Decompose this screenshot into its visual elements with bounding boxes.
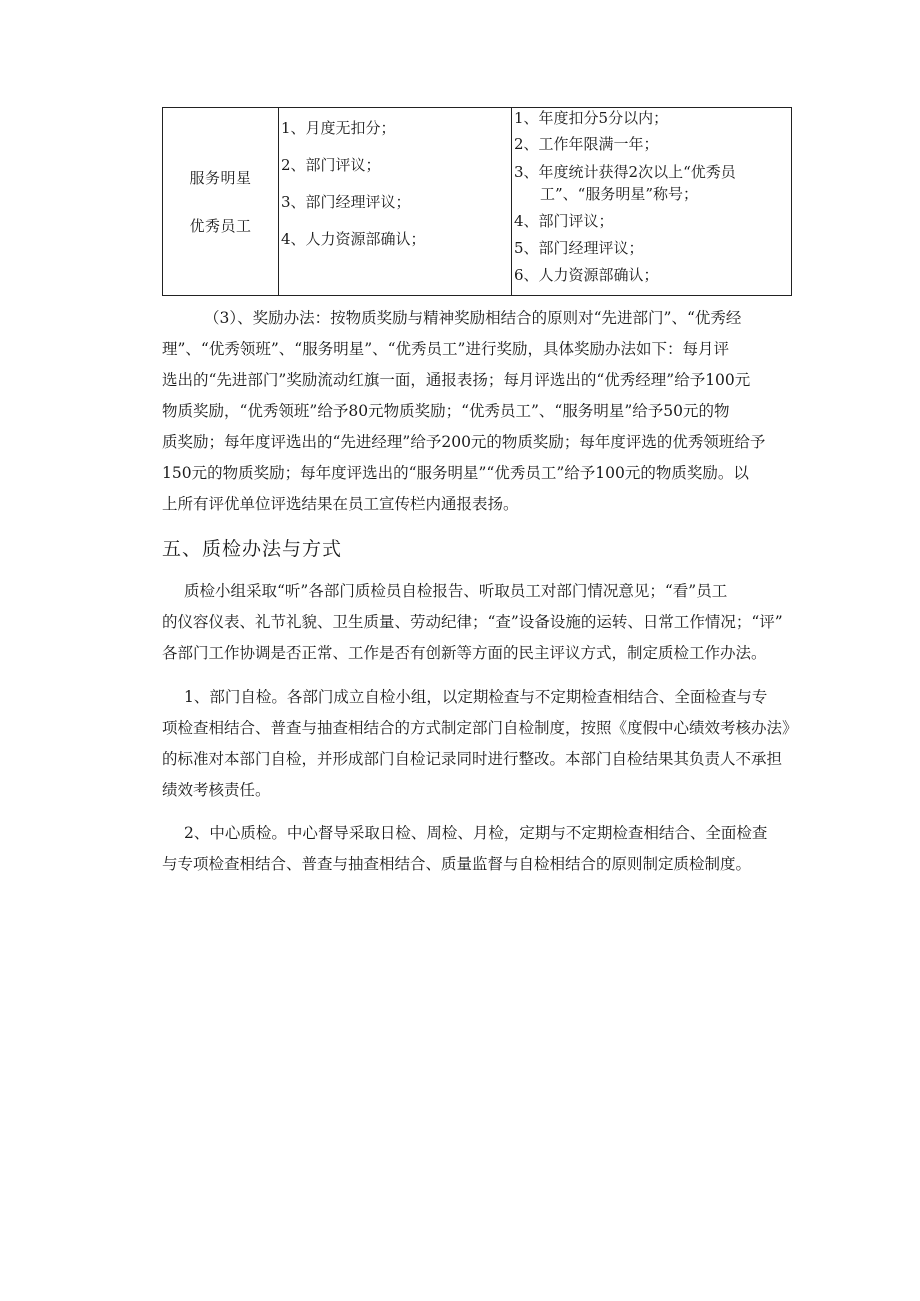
text-line: 质奖励；每年度评选出的“先进经理”给予200元的物质奖励；每年度评选的优秀领班给予 xyxy=(162,433,766,451)
criteria-item: 4、人力资源部确认； xyxy=(281,230,426,248)
text-line: 上所有评优单位评选结果在员工宣传栏内通报表扬。 xyxy=(162,495,519,513)
text-line: （3）、奖励办法：按物质奖励与精神奖励相结合的原则对“先进部门”、“优秀经 xyxy=(204,309,742,327)
text-line: 150元的物质奖励；每年度评选出的“服务明星”“优秀员工”给予100元的物质奖励。以 xyxy=(162,464,749,482)
table-row xyxy=(163,108,792,296)
text-line: 的标准对本部门自检，并形成部门自检记录同时进行整改。本部门自检结果其负责人不承担 xyxy=(162,750,783,768)
text-line: 绩效考核责任。 xyxy=(162,781,271,799)
reward-method-paragraph xyxy=(162,303,792,520)
criteria-item: 1、年度扣分5分以内； xyxy=(514,109,669,127)
criteria-item: 3、年度统计获得2次以上“优秀员 xyxy=(514,163,736,181)
criteria-item: 2、部门评议； xyxy=(281,156,381,174)
text-line: 与专项检查相结合、普查与抽查相结合、质量监督与自检相结合的原则制定质检制度。 xyxy=(162,855,752,873)
monthly-criteria-cell xyxy=(279,108,512,296)
criteria-item: 1、月度无扣分； xyxy=(281,119,396,137)
text-line: 选出的“先进部门”奖励流动红旗一面，通报表扬；每月评选出的“优秀经理”给予100元 xyxy=(162,371,751,389)
yearly-criteria-cell xyxy=(512,108,792,296)
award-name-line: 优秀员工 xyxy=(189,216,252,235)
text-line: 各部门工作协调是否正常、工作是否有创新等方面的民主评议方式，制定质检工作办法。 xyxy=(162,644,767,662)
center-check-paragraph xyxy=(162,818,792,880)
text-line: 2、中心质检。中心督导采取日检、周检、月检，定期与不定期检查相结合、全面检查 xyxy=(184,824,768,842)
criteria-item: 6、人力资源部确认； xyxy=(514,266,659,284)
text-line: 质检小组采取“听”各部门质检员自检报告、听取员工对部门情况意见；“看”员工 xyxy=(184,582,728,600)
text-line: 理”、“优秀领班”、“服务明星”、“优秀员工”进行奖励，具体奖励办法如下：每月评 xyxy=(162,340,729,358)
text-line: 1、部门自检。各部门成立自检小组，以定期检查与不定期检查相结合、全面检查与专 xyxy=(184,688,768,706)
text-line: 的仪容仪表、礼节礼貌、卫生质量、劳动纪律；“查”设备设施的运转、日常工作情况；“评” xyxy=(162,613,783,631)
criteria-item: 2、工作年限满一年； xyxy=(514,135,659,153)
section-heading: 五、质检办法与方式 xyxy=(162,538,343,560)
criteria-item: 3、部门经理评议； xyxy=(281,193,411,211)
text-line: 项检查相结合、普查与抽查相结合的方式制定部门自检制度，按照《度假中心绩效考核办法》 xyxy=(162,719,798,737)
criteria-item: 4、部门评议； xyxy=(514,212,614,230)
criteria-item: 5、部门经理评议； xyxy=(514,239,644,257)
award-name-line: 服务明星 xyxy=(189,168,252,187)
award-name-cell xyxy=(163,108,279,296)
text-line: 物质奖励，“优秀领班”给予80元物质奖励；“优秀员工”、“服务明星”给予50元的物 xyxy=(162,402,730,420)
criteria-item: 工”、“服务明星”称号； xyxy=(540,185,699,203)
intro-paragraph xyxy=(162,576,792,669)
dept-check-paragraph xyxy=(162,682,798,806)
criteria-table xyxy=(162,107,792,296)
